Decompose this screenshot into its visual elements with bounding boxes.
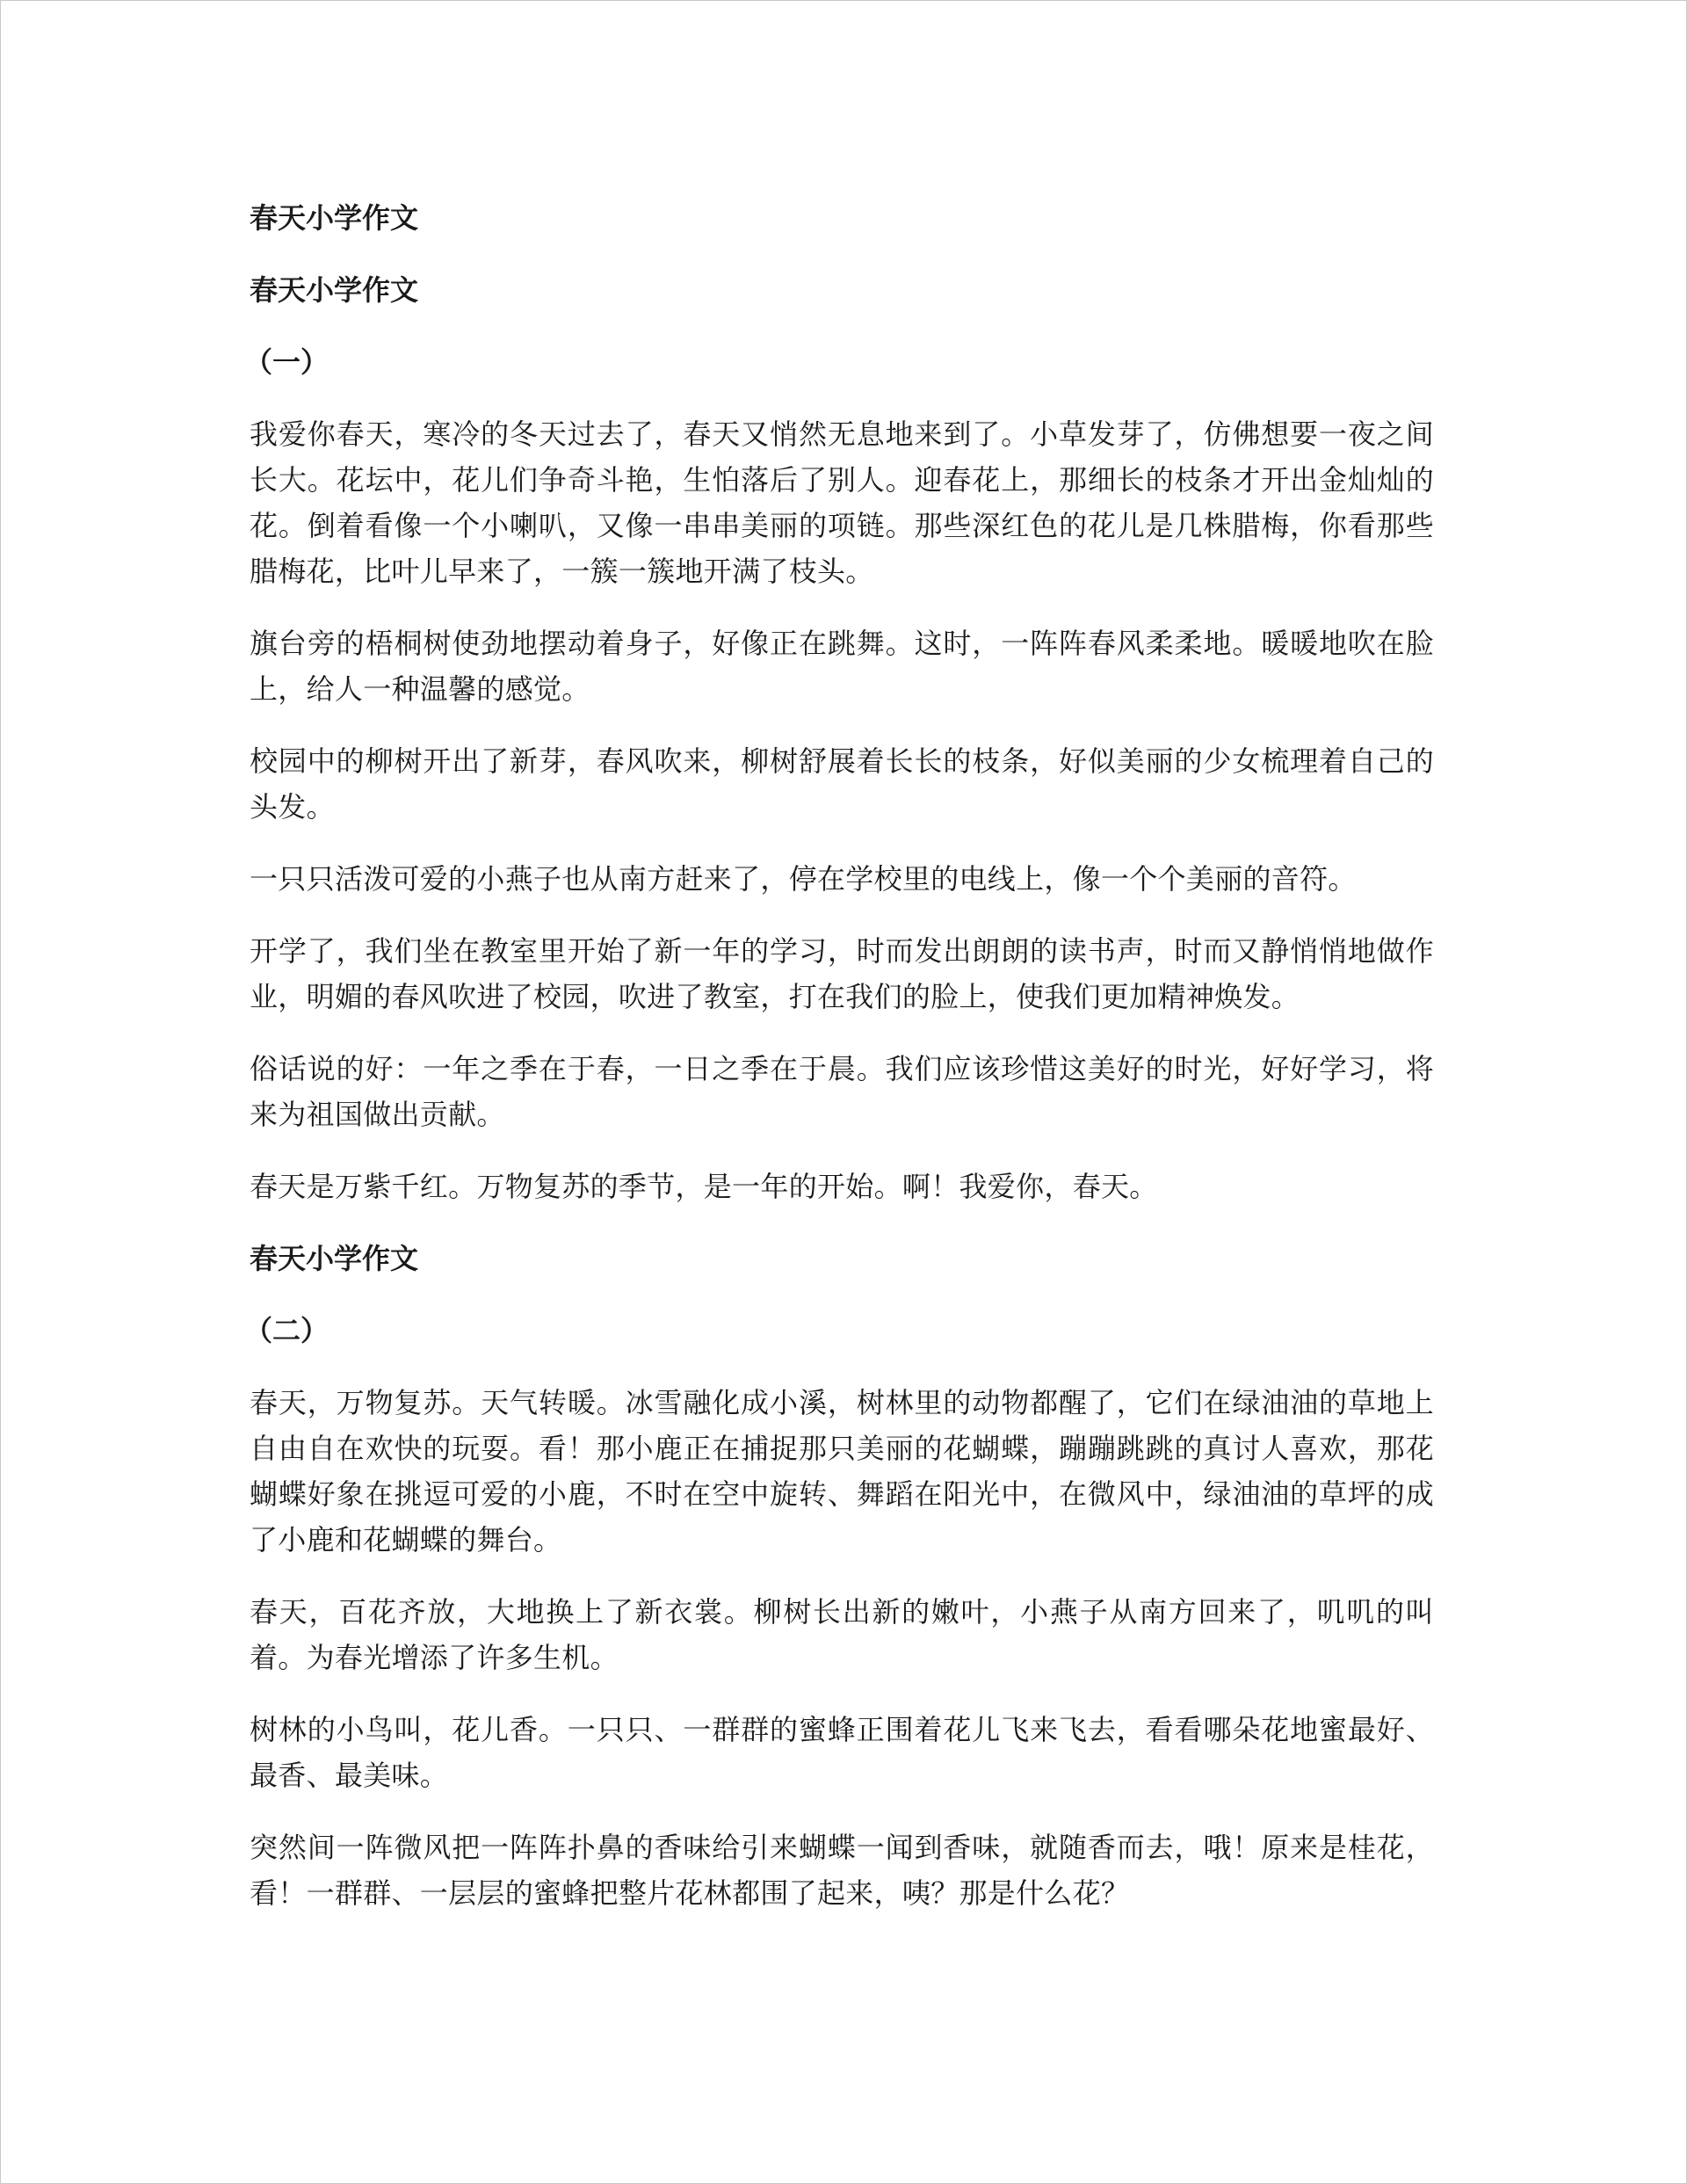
- essay-1-paragraph: 春天是万紫千红。万物复苏的季节，是一年的开始。啊！我爱你，春天。: [250, 1170, 1158, 1203]
- essay-1-paragraph: 开学了，我们坐在教室里开始了新一年的学习，时而发出朗朗的读书声，时而又静悄悄地做作业，明媚的春风吹进了校园，吹进了教室，打在我们的脸上，使我们更加精神焕发。: [250, 934, 1434, 1013]
- essay-1-paragraph: 旗台旁的梧桐树使劲地摆动着身子，好像正在跳舞。这时，一阵阵春风柔柔地。暖暖地吹在脸上，给人一种温馨的感觉。: [250, 627, 1434, 706]
- essay-1-paragraph: 校园中的柳树开出了新芽，春风吹来，柳树舒展着长长的枝条，好似美丽的少女梳理着自己的头发。: [250, 744, 1434, 824]
- essay-1-paragraph: 一只只活泼可爱的小燕子也从南方赶来了，停在学校里的电线上，像一个个美丽的音符。: [250, 862, 1357, 896]
- essay-1-heading: 春天小学作文: [250, 273, 419, 307]
- essay-2-heading: 春天小学作文: [250, 1242, 419, 1275]
- essay-2-paragraph: 春天，万物复苏。天气转暖。冰雪融化成小溪，树林里的动物都醒了，它们在绿油油的草地上自由自在欢快的玩耍。看！那小鹿正在捕捉那只美丽的花蝴蝶，蹦蹦跳跳的真讨人喜欢，那花蝴蝶好象在挑逗可爱的小鹿，不时在空中旋转、舞蹈在阳光中，在微风中，绿油油的草坪的成了小鹿和花蝴蝶的舞台。: [250, 1386, 1434, 1556]
- essay-2-paragraph: 春天，百花齐放，大地换上了新衣裳。柳树长出新的嫩叶，小燕子从南方回来了，叽叽的叫着。为春光增添了许多生机。: [250, 1595, 1434, 1674]
- document-body: [244, 195, 1434, 1942]
- essay-1-label: （一）: [244, 345, 329, 379]
- document-title: 春天小学作文: [250, 201, 419, 235]
- essay-2-paragraph: 树林的小鸟叫，花儿香。一只只、一群群的蜜蜂正围着花儿飞来飞去，看看哪朵花地蜜最好、最香、最美味。: [250, 1713, 1434, 1792]
- essay-1-paragraph: 我爱你春天，寒冷的冬天过去了，春天又悄然无息地来到了。小草发芽了，仿佛想要一夜之间长大。花坛中，花儿们争奇斗艳，生怕落后了别人。迎春花上，那细长的枝条才开出金灿灿的花。倒着看像一个小喇叭，又像一串串美丽的项链。那些深红色的花儿是几株腊梅，你看那些腊梅花，比叶儿早来了，一簇一簇地开满了枝头。: [250, 417, 1434, 588]
- essay-2-label: （二）: [244, 1314, 329, 1347]
- essay-1-paragraph: 俗话说的好：一年之季在于春，一日之季在于晨。我们应该珍惜这美好的时光，好好学习，将来为祖国做出贡献。: [250, 1052, 1434, 1131]
- essay-2-paragraph: 突然间一阵微风把一阵阵扑鼻的香味给引来蝴蝶一闻到香味，就随香而去，哦！原来是桂花，看！一群群、一层层的蜜蜂把整片花林都围了起来，咦？那是什么花？: [250, 1831, 1434, 1910]
